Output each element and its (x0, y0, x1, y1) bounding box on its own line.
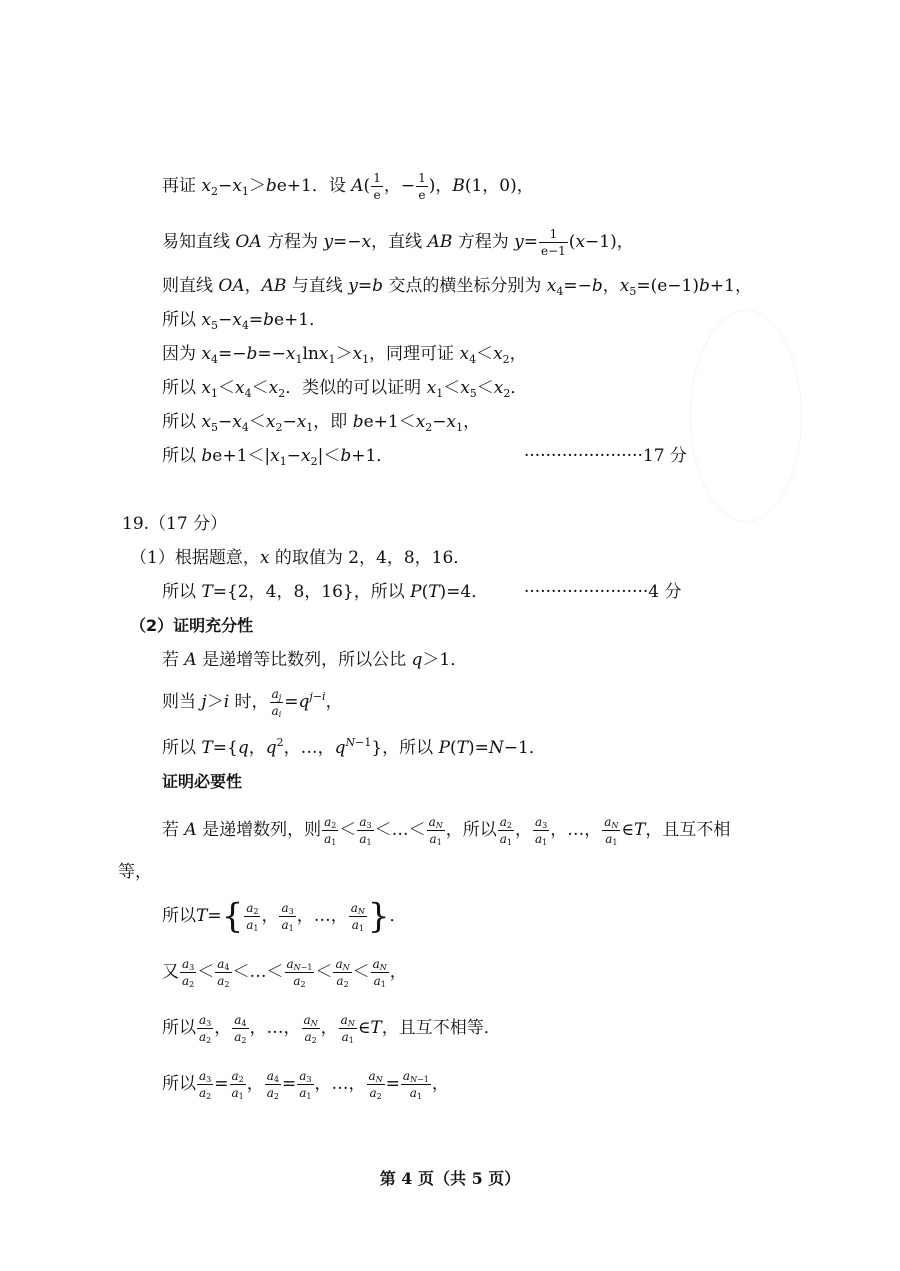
q19-part2-label: （2）证明充分性 (130, 616, 254, 635)
proof-line-5: 因为 $x_4=-b=-x_1\ln x_1>x_1$，同理可证 $x_4<x_2$， (162, 344, 527, 366)
q19-part1-a: （1）根据题意，x 的取值为 2，4，8，16． (130, 548, 471, 568)
nec-line-4: 所以 $\frac{a_3}{a_2}$ ， $\frac{a_4}{a_2}$ ，…， $\frac{a_N}{a_2}$ ， $\frac{a_N}{a_1}$ ∈T，且互不相等． (162, 1013, 501, 1045)
q19-header: 19.（17 分） (122, 514, 228, 534)
proof-line-8: 所以 $be+1<|x_1-x_2|<b+1$． (162, 446, 394, 468)
faint-stamp-mark (690, 310, 802, 522)
score-4: ·······················4 分 (524, 582, 682, 602)
page-footer: 第 4 页（共 5 页） (379, 1169, 521, 1188)
suff-line-3: 所以 T={q，$q^2$，…，$q^{N-1}$}，所以 P(T)=N−1． (162, 736, 546, 758)
proof-line-7: 所以 $x_5-x_4<x_2-x_1$，即 $be+1<x_2-x_1$， (162, 412, 481, 434)
nec-line-1: 若 A 是递增数列，则 $\frac{a_2}{a_1}$ ＜ $\frac{a_3}{a_1}$ ＜…＜ $\frac{a_N}{a_1}$ ，所以 $\frac{a_2}{a_1}$ ， $\frac{a_3}{a_1}$ ，…， $\frac{a_N}{a_1}$ ∈T，且互不相 (162, 815, 731, 847)
score-17: ······················17 分 (524, 446, 687, 466)
nec-line-1b: 等， (118, 862, 152, 882)
nec-line-5: 所以 $\frac{a_3}{a_2}$ = $\frac{a_2}{a_1}$ ， $\frac{a_4}{a_2}$ = $\frac{a_3}{a_1}$ ，…， $\frac{a_N}{a_2}$ = $\frac{a_{N-1}}{a_1}$ ， (162, 1069, 449, 1101)
proof-line-3: 则直线 OA，AB 与直线 y=b 交点的横坐标分别为 $x_4=-b$，$x_5=(e-1)b+1$， (162, 276, 752, 298)
proof-line-2: 易知直线 OA 方程为 y=−x，直线 AB 方程为 y= $\frac{1}{e-1}$ (x−1)， (162, 227, 634, 258)
nec-label: 证明必要性 (162, 772, 243, 791)
nec-line-3: 又 $\frac{a_3}{a_2}$ ＜ $\frac{a_4}{a_2}$ ＜…＜ $\frac{a_{N-1}}{a_2}$ ＜ $\frac{a_N}{a_2}$ ＜ $\frac{a_N}{a_1}$ ， (162, 957, 407, 989)
suff-line-2: 则当 j＞i 时， $\frac{a_j}{a_i}$ $=q^{j-i}$， (162, 687, 343, 719)
proof-line-1: 再证 $x_2-x_1>be+1$．设 A( $\frac{1}{e}$ ，− $\frac{1}{e}$ )，B(1，0)， (162, 171, 534, 202)
proof-line-4: 所以 $x_5-x_4=be+1$． (162, 310, 327, 332)
suff-line-1: 若 A 是递增等比数列，所以公比 q＞1． (162, 650, 468, 670)
q19-part1-b: 所以 T={2，4，8，16}，所以 P(T)=4． (162, 582, 489, 602)
proof-line-6: 所以 $x_1<x_4<x_2$．类似的可以证明 $x_1<x_5<x_2$． (162, 378, 528, 400)
nec-line-2: 所以T={ $\frac{a_2}{a_1}$ ， $\frac{a_3}{a_1}$ ，…， $\frac{a_N}{a_1}$ }． (162, 896, 407, 937)
